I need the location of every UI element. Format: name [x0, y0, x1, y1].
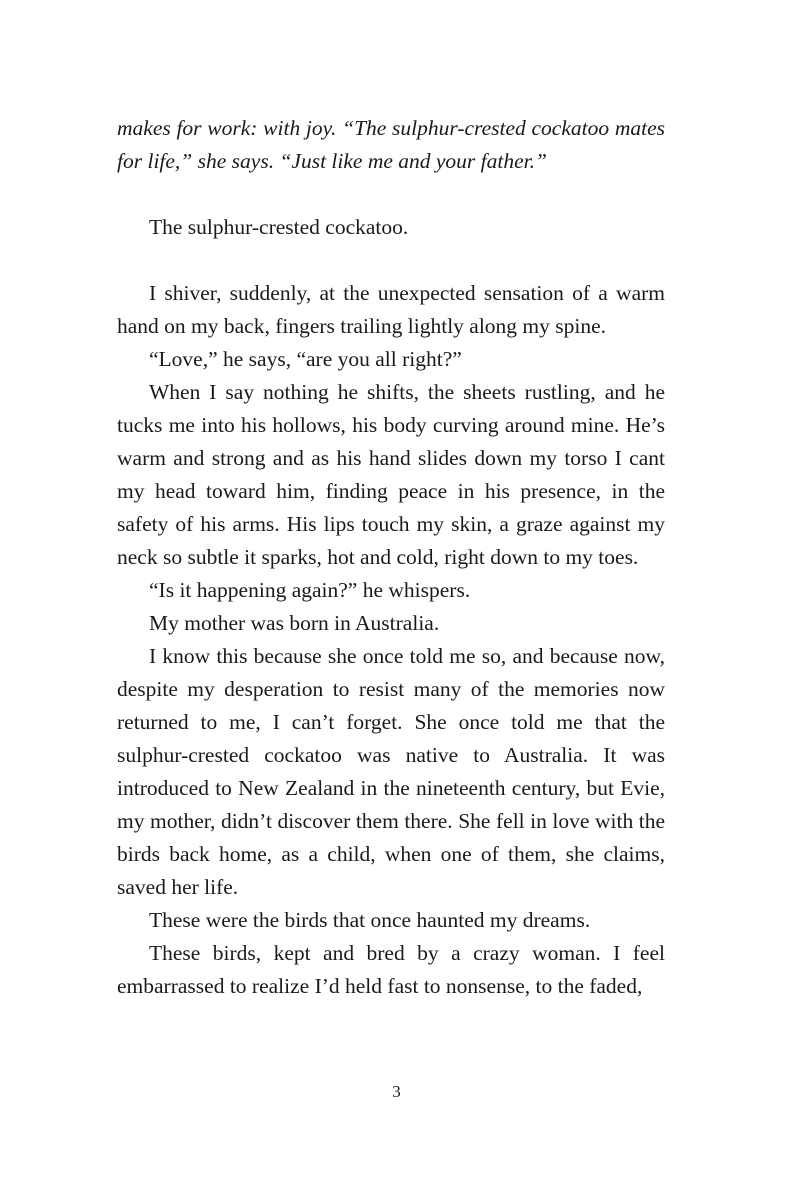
paragraph: I know this because she once told me so, and because now, despite my desperation to resist many of the memories now returned to me, I can’t forget. She once told me that the sulphur-crested cockatoo was native to Australia. It was introduced to New Zealand in the nineteenth century, but Evie, my mother, didn’t discover them there. She fell in love with the birds back home, as a child, when one of them, she claims, saved her life. [117, 644, 665, 899]
paragraph: “Love,” he says, “are you all right?” [149, 347, 462, 371]
page-number: 3 [392, 1082, 401, 1101]
paragraph: “Is it happening again?” he whispers. [149, 578, 471, 602]
paragraph: I shiver, suddenly, at the unexpected sensation of a warm hand on my back, fingers trailing lightly along my spine. [117, 281, 665, 338]
paragraph: When I say nothing he shifts, the sheets rustling, and he tucks me into his hollows, his body curving around mine. He’s warm and strong and as his hand slides down my torso I cant my head toward him, finding peace in his presence, in the safety of his arms. His lips touch my skin, a graze against my neck so subtle it sparks, hot and cold, right down to my toes. [117, 380, 665, 569]
paragraph: My mother was born in Australia. [149, 611, 440, 635]
paragraph-italic-continuation: makes for work: with joy. “The sulphur-crested cockatoo mates for life,” she says. “Just like me and your father.” [117, 116, 665, 173]
page-body-text [117, 112, 665, 1003]
paragraph: These were the birds that once haunted my dreams. [149, 908, 591, 932]
paragraph: The sulphur-crested cockatoo. [149, 215, 409, 239]
paragraph: These birds, kept and bred by a crazy woman. I feel embarrassed to realize I’d held fast to nonsense, to the faded, [117, 941, 665, 998]
